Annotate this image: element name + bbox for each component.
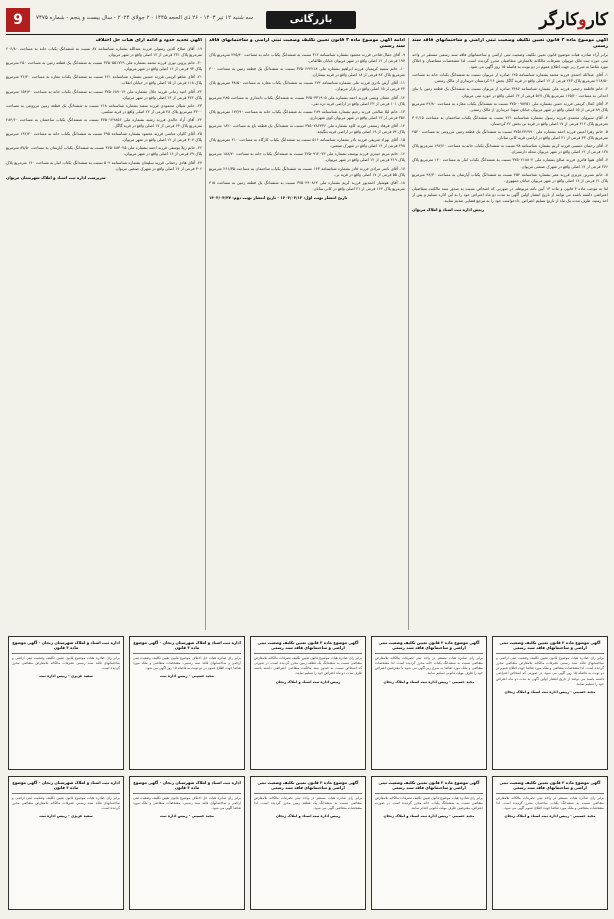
ad-signature: مجید حسینی - رییس اداره ثبت	[159, 674, 214, 679]
column-divider	[205, 38, 206, 630]
column-3-title: آگهی تحدید حدود و ادامه آرای هیات حل اختلاف	[95, 38, 202, 43]
paragraph: ۱۱- آقای آرش نادری فرزند علی بشماره شناسنامه ۶۷۲ نسبت به ششدانگ یکباب مغازه به مساحت ۳۸/۵۰ مترمربع پلاک ۴۴ فرعی از ۱۵ اصلی واقع در بازار مریوان.	[209, 80, 405, 92]
ad-title: آگهی موضوع ماده ۳ قانون تعیین تکلیف وضعیت ثبتی اراضی و ساختمانهای فاقد سند رسمی	[496, 640, 604, 654]
ad-signature: سعید عزیزی - رییس اداره ثبت	[39, 674, 93, 679]
paragraph: ۷- آقای هیوا قادری فرزند صالح بشماره ملی ۳۷۵۰۲۱۸۸۰۴ نسبت به ششدانگ یکباب انبار به مساحت ۱۲۰ مترمربع پلاک ۲۷۶ فرعی از ۱۴ اصلی واقع در شهرک صنعتی مریوان.	[412, 157, 608, 169]
ad-signature: مجید حسینی - رییس اداره ثبت اسناد و املاک زنجان	[383, 679, 475, 684]
column-2-title: ادامه آگهی موضوع ماده ۳ قانون تعیین تکلیف وضعیت ثبتی اراضی و ساختمانهای فاقد سند رسمی	[209, 38, 405, 49]
column-1-title: آگهی موضوع ماده ۳ قانون تعیین تکلیف وضعیت ثبتی اراضی و ساختمانهای فاقد سند رسمی	[412, 38, 608, 49]
ad-body: برابر رای صادره هیات مستقر در واحد ثبتی تصرفات مالکانه بلامعارض متقاضی نسبت به ششدانگ یکباب ساختمان محرز گردیده است. لذا مشخصات متقاضی و ملک مورد تقاضا جهت اطلاع عموم آگهی می شود.	[496, 795, 604, 811]
ad-signature: مجید حسینی - رییس اداره ثبت اسناد و املاک زنجان	[504, 690, 596, 695]
ad-box	[492, 776, 608, 910]
paragraph: ۱۰- خانم سمیه کریمیان فرزند ابراهیم بشماره ملی ۳۷۵۰۶۶۴۲۱۸ نسبت به ششدانگ یک قطعه زمین به مساحت ۳۰۰ مترمربع پلاک ۸۲ فرعی از ۱۸ اصلی واقع در قریه بیساران.	[209, 66, 405, 78]
section-title: بازرگانی	[266, 11, 356, 29]
paragraph: ۲۶- خانم ژیلا یوسفی فرزند احمد بشماره ملی ۳۷۵۰۸۸۳۰۲۵ نسبت به ششدانگ یکباب آپارتمان به مساحت ۸۷/۵۰ مترمربع پلاک ۷۹ فرعی از ۱۶ اصلی واقع در شهر مریوان.	[6, 145, 202, 157]
ad-body: برابر رای صادره هیات موضوع قانون تعیین تکلیف وضعیت ثبتی اراضی و ساختمانهای فاقد سند رسمی تصرفات مالکانه بلامعارض متقاضی محرز گردیده است.	[12, 795, 120, 811]
paragraph: ۳- آقای کمال کریمی فرزند حسن بشماره ملی ۳۷۵۰۰۹۸۴۵۱ نسبت به ششدانگ یکباب مغازه به مساحت ۴۲/۸۰ مترمربع پلاک ۸۹ فرعی از ۱۵ اصلی واقع در شهر مریوان خیابان شهدا خریداری از مالک رسمی.	[412, 100, 608, 112]
paragraph: ۱- آقای عبدالله احمدی فرزند محمد بشماره شناسنامه ۱۲۵ صادره از مریوان نسبت به ششدانگ یکباب خانه به مساحت ۲۱۸/۵۰ مترمربع پلاک ۲۴۳ فرعی از ۱۲ اصلی واقع در قریه گاگل بخش ۲۶ کردستان خریداری از مالک رسمی.	[412, 72, 608, 84]
ad-title: اداره ثبت اسناد و املاک شهرستان زنجان - آگهی موضوع ماده ۳ قانون	[12, 640, 120, 654]
issue-line: سه شنبه ۱۲ تیر ۱۴۰۳ - ۲۶ ذی الحجه ۱۴۴۵ - ۲ جولای ۲۰۲۴ - سال بیست و پنجم - شماره ۷۴۷۵	[36, 15, 254, 21]
ad-signature: رییس اداره ثبت اسناد و املاک زنجان	[275, 679, 341, 684]
ad-box	[371, 636, 487, 770]
paragraph: ۲۴- آقای آزاد خالدی فرزند رشید بشماره ملی ۳۷۵۰۱۲۹۸۵۶ نسبت به ششدانگ یکباب ساختمان به مساحت ۲۸۴/۶۰ مترمربع پلاک ۶۳ فرعی از ۱۷ اصلی واقع در قریه گاگل.	[6, 116, 202, 129]
paragraph: ۲- خانم فاطمه رحیمی فرزند علی بشماره شناسنامه ۳۴۸۷ صادره از مریوان نسبت به ششدانگ یک قطعه زمین با بنای احداثی به مساحت ۱۶۵/۲۰ مترمربع پلاک ۵۶۷ فرعی از ۱۳ اصلی واقع در حوزه ثبتی مریوان.	[412, 86, 608, 98]
ad-body: برابر رای صادره هیات حل اختلاف موضوع قانون تعیین تکلیف وضعیت ثبتی اراضی و ساختمانهای فاقد سند رسمی، مشخصات متقاضی و ملک مورد تقاضا جهت اطلاع عموم در دو نوبت به فاصله ۱۵ روز آگهی می شود.	[133, 655, 241, 671]
ad-title: اداره ثبت اسناد و املاک شهرستان زنجان - آگهی موضوع ماده ۳ قانون	[133, 640, 241, 654]
ad-box	[371, 776, 487, 910]
paragraph: ۲۷- آقای هادی رحمانی فرزند سلیمان بشماره شناسنامه ۵۰۲ نسبت به ششدانگ یکباب انبار به مساحت ۱۴۰ مترمربع پلاک ۳۰۶ فرعی از ۱۴ اصلی واقع در شهرک صنعتی مریوان.	[6, 159, 202, 171]
paragraph: ۲۱- آقای شاهو کریمی فرزند حسین بشماره شناسنامه ۴۲۱ نسبت به ششدانگ یکباب مغازه به مساحت ۳۶/۲۰ مترمربع پلاک ۱۱۸ فرعی از ۱۵ اصلی واقع در خیابان انقلاب.	[6, 74, 202, 86]
ad-title: آگهی موضوع ماده ۳ قانون تعیین تکلیف وضعیت ثبتی اراضی و ساختمانهای فاقد سند رسمی	[375, 640, 483, 654]
ad-signature: سعید عزیزی - رییس اداره ثبت	[39, 814, 93, 819]
ad-title: اداره ثبت اسناد و املاک شهرستان زنجان - آگهی موضوع ماده ۳ قانون	[133, 780, 241, 794]
ad-body: برابر رای صادره هیات حل اختلاف موضوع قانون تعیین تکلیف وضعیت ثبتی اراضی و ساختمانهای فاقد سند رسمی، مشخصات متقاضی و ملک مورد تقاضا آگهی می شود.	[133, 795, 241, 811]
ad-body: برابر رای صادره هیات موضوع قانون تعیین تکلیف وضعیت ثبتی اراضی و ساختمانهای فاقد سند رسمی تصرفات مالکانه بلامعارض متقاضی محرز گردیده است. لذا مشخصات متقاضی و ملک مورد تقاضا جهت اطلاع عموم در دو نوبت به فاصله ۱۵ روز آگهی می شود. در صورتی که اشخاص اعتراضی داشته باشند می توانند از تاریخ انتشار اولین آگهی به مدت دو ماه اعتراض خود را تسلیم نمایند.	[496, 655, 605, 686]
paragraph: ۹- آقای جمال فتاحی فرزند محمود بشماره شناسنامه ۳۱۲ نسبت به ششدانگ یکباب خانه به مساحت ۲۲۵/۴۰ مترمربع پلاک ۱۹۷ فرعی از ۱۲ اصلی واقع در شهر مریوان خیابان طالقانی.	[209, 52, 405, 64]
ad-body: برابر رای صادره هیات موضوع قانون تعیین تکلیف تصرفات مالکانه بلامعارض متقاضی نسبت به ششدانگ یک قطعه زمین محرز گردیده است. در صورتی که اشخاص نسبت به صدور سند مالکیت متقاضی اعتراضی داشته باشند ظرف مدت دو ماه اعتراض خود را تسلیم نمایند.	[254, 655, 362, 676]
ad-title: آگهی موضوع ماده ۳ قانون تعیین تکلیف وضعیت ثبتی اراضی و ساختمانهای فاقد سند رسمی	[496, 780, 604, 794]
ad-box	[250, 776, 366, 910]
paragraph: لذا به موجب ماده ۳ قانون و ماده ۱۳ آیین نامه مربوطه، در صورتی که اشخاص نسبت به صدور سند مالکیت متقاضیان اعتراضی داشته باشند می توانند از تاریخ انتشار اولین آگهی به مدت دو ماه اعتراض خود را به این اداره تسلیم و پس از اخذ رسید، ظرف مدت یک ماه از تاریخ تسلیم اعتراض، دادخواست خود را به مرجع قضایی تقدیم نمایند.	[412, 185, 608, 203]
ad-signature: مجید حسینی - رییس اداره ثبت	[159, 814, 214, 819]
ad-box	[492, 636, 608, 770]
column-divider	[408, 38, 409, 630]
paragraph: ۲۲- آقای امید زمانی فرزند جلال بشماره ملی ۳۷۵۰۶۸۹۰۱۴ نسبت به ششدانگ یکباب خانه به مساحت ۱۵۴/۴۰ مترمربع پلاک ۳۷۲ فرعی از ۱۳ اصلی واقع در شهر مریوان.	[6, 88, 202, 100]
ad-signature: مجید حسینی - رییس اداره ثبت اسناد و املاک زنجان	[383, 814, 475, 819]
paragraph: ۱۶- خانم مریم حیدری فرزند یوسف بشماره ملی ۳۷۵۰۹۱۲۰۷۳ نسبت به ششدانگ یکباب خانه به مساحت ۱۸۸/۷۰ مترمربع پلاک ۴۱۹ فرعی از ۱۲ اصلی واقع در شهر مریوان.	[209, 151, 405, 163]
ad-title: آگهی موضوع ماده ۳ قانون تعیین تکلیف وضعیت ثبتی اراضی و ساختمانهای فاقد سند رسمی	[375, 780, 483, 794]
paragraph: ۸- خانم نسرین عزیزی فرزند عمر بشماره شناسنامه ۴۵۲ نسبت به ششدانگ یکباب آپارتمان به مساحت ۹۴/۳۰ مترمربع پلاک ۶۱ فرعی از ۱۶ اصلی واقع در شهر مریوان خیابان جمهوری.	[412, 171, 608, 183]
ad-body: برابر رای صادره هیات مستقر در واحد ثبتی تصرفات مالکانه بلامعارض متقاضی نسبت به ششدانگ یک قطعه زمین محرز گردیده است. لذا مشخصات متقاضی آگهی می شود.	[254, 795, 362, 811]
ad-title: آگهی موضوع ماده ۳ قانون تعیین تکلیف وضعیت ثبتی اراضی و ساختمانهای فاقد سند رسمی	[254, 780, 362, 794]
paragraph: ۱۳- خانم لیلا صالحی فرزند رحیم بشماره شناسنامه ۲۸۹ نسبت به ششدانگ یکباب خانه به مساحت ۱۷۲/۹۰ مترمربع پلاک ۳۵۶ فرعی از ۱۳ اصلی واقع در شهر مریوان کوی شهرداری.	[209, 108, 405, 120]
paragraph: ۲۰- خانم پروین نوری فرزند محمد بشماره ملی ۳۷۵۰۵۵۱۷۲۹ نسبت به ششدانگ یک قطعه زمین به مساحت ۲۵۰ مترمربع پلاک ۹۳ فرعی از ۱۶ اصلی واقع در شهر مریوان.	[6, 60, 202, 72]
paragraph: ۱۴- آقای فرهاد رستمی فرزند کاوه بشماره ملی ۳۷۵۰۷۸۲۴۳۶ نسبت به ششدانگ یک قطعه باغ به مساحت ۱۸۲۰ مترمربع پلاک ۷۴ فرعی از ۱۹ اصلی واقع در اراضی قریه ینگیجه.	[209, 122, 405, 135]
paragraph: ۱۸- آقای هوشیار احمدپور فرزند کریم بشماره ملی ۳۷۵۰۴۴۰۸۶۲ نسبت به ششدانگ یک قطعه زمین به مساحت ۴۱۵ مترمربع پلاک ۱۶۴ فرعی از ۲۱ اصلی واقع در کانی سانان.	[209, 179, 405, 191]
logo-text-main: کار	[586, 10, 608, 30]
column-3	[6, 38, 202, 630]
paragraph: ۶- آقای رحمان حسینی فرزند کریم بشماره شناسنامه ۹۸ نسبت به ششدانگ یکباب خانه به مساحت ۱۹۷/۶۰ مترمربع پلاک ۱۲۸ فرعی از ۱۲ اصلی واقع در شهر مریوان محله دارسیران.	[412, 143, 608, 155]
masthead	[6, 8, 608, 35]
ad-signature: رییس اداره ثبت اسناد و املاک زنجان	[275, 814, 341, 819]
ad-box	[8, 636, 124, 770]
paragraph: ۲۵- آقای کاوان عباسی فرزند محمود بشماره شناسنامه ۳۹۵ نسبت به ششدانگ یکباب خانه به مساحت ۱۹۲/۲۰ مترمربع پلاک ۴۰۷ فرعی از ۱۲ اصلی واقع در شهر مریوان.	[6, 131, 202, 143]
paragraph: ۱۲- آقای عثمان ویسی فرزند احمد بشماره ملی ۳۷۵۰۳۳۱۹۰۵ نسبت به ششدانگ یکباب دامداری به مساحت ۴۸۵ مترمربع پلاک ۱۰۱ فرعی از ۲۳ اصلی واقع در اراضی قریه دره تفی.	[209, 94, 405, 106]
paragraph: برابر آراء صادره هیات موضوع قانون تعیین تکلیف وضعیت ثبتی اراضی و ساختمانهای فاقد سند رسمی مستقر در واحد ثبتی حوزه ثبت ملک مریوان تصرفات مالکانه بلامعارض متقاضیان محرز گردیده است. لذا مشخصات متقاضیان و املاک مورد تقاضا به شرح زیر جهت اطلاع عموم در دو نوبت به فاصله ۱۵ روز آگهی می شود.	[412, 52, 608, 70]
paragraph: ۴- آقای سیروان محمدی فرزند رسول بشماره شناسنامه ۷۲۱ نسبت به ششدانگ یکباب ساختمان به مساحت ۳۰۲/۱۵ مترمربع پلاک ۴۱۲ فرعی از ۱۷ اصلی واقع در قریه نی بخش ۲۶ کردستان.	[412, 114, 608, 126]
paragraph: ۱۷- آقای ناصر مرادی فرزند قادر بشماره شناسنامه ۱۴۳ نسبت به ششدانگ یکباب ساختمان به مساحت ۲۶۱/۳۵ مترمربع پلاک ۵۵ فرعی از ۱۷ اصلی واقع در قریه نی.	[209, 165, 405, 177]
article-columns	[6, 38, 608, 630]
classified-ads	[6, 636, 608, 912]
logo-text-end: کارگر	[539, 10, 579, 30]
ad-body: برابر رای صادره هیات موضوع قانون تعیین تکلیف وضعیت ثبتی اراضی و ساختمانهای فاقد سند رسمی تصرفات مالکانه بلامعارض متقاضی محرز گردیده است.	[12, 655, 120, 671]
ad-body: برابر رای صادره هیات مستقر در واحد ثبتی تصرفات مالکانه بلامعارض متقاضی نسبت به ششدانگ یکباب خانه محرز گردیده است. لذا مشخصات متقاضی و ملک مورد تقاضا به شرح زیر آگهی می شود تا معترضین اعتراض خود را ظرف مهلت قانونی تسلیم نمایند.	[375, 655, 483, 676]
ad-box	[129, 776, 245, 910]
paragraph: ۱۹- آقای صلاح الدین رسولی فرزند عبدالله بشماره شناسنامه ۸۷ نسبت به ششدانگ یکباب خانه به مساحت ۲۰۶/۸۰ مترمربع پلاک ۲۳۱ فرعی از ۱۲ اصلی واقع در شهر مریوان.	[6, 46, 202, 58]
page-number: 9	[6, 8, 30, 32]
paragraph: ۲۳- خانم شیلان محمودی فرزند سعید بشماره شناسنامه ۶۱۸ نسبت به ششدانگ یک قطعه زمین مزروعی به مساحت ۳۲۰۰ مترمربع پلاک ۲۸ فرعی از ۲۲ اصلی واقع در قریه سلسی.	[6, 102, 202, 114]
paragraph: ۵- خانم زهرا امینی فرزند احمد بشماره ملی ۳۷۵۱۲۴۶۷۹۰ نسبت به ششدانگ یک قطعه زمین مزروعی به مساحت ۲۵۴۰ مترمربع پلاک ۳۳ فرعی از ۲۱ اصلی واقع در اراضی قریه کانی سانان.	[412, 129, 608, 141]
column-1	[412, 38, 608, 630]
column-2	[209, 38, 405, 630]
ad-box	[250, 636, 366, 770]
ad-title: اداره ثبت اسناد و املاک شهرستان زنجان - آگهی موضوع ماده ۳ قانون	[12, 780, 120, 794]
newspaper-logo	[532, 8, 608, 32]
ad-title: آگهی موضوع ماده ۳ قانون تعیین تکلیف وضعیت ثبتی اراضی و ساختمانهای فاقد سند رسمی	[254, 640, 362, 654]
column-3-signature: سرپرست اداره ثبت اسناد و املاک شهرستان مریوان	[6, 174, 106, 180]
ad-box	[129, 636, 245, 770]
ad-signature: مجید حسینی - رییس اداره ثبت اسناد و املاک زنجان	[504, 814, 596, 819]
ad-box	[8, 776, 124, 910]
ad-body: برابر رای صادره هیات موضوع قانون تعیین تکلیف تصرفات مالکانه بلامعارض متقاضی نسبت به ششدانگ یکباب خانه محرز گردیده است. در صورت اعتراض، معترضین ظرف مهلت قانونی اقدام نمایند.	[375, 795, 483, 811]
logo-text-accent: و	[578, 10, 587, 30]
column-1-signature: رییس اداره ثبت اسناد و املاک مریوان	[412, 207, 484, 213]
paragraph: ۱۵- آقای بهزاد شریفی فرزند نادر بشماره شناسنامه ۵۱۶ نسبت به ششدانگ یکباب کارگاه به مساحت ۲۱۰ مترمربع پلاک ۲۹۸ فرعی از ۱۴ اصلی واقع در شهرک صنعتی.	[209, 137, 405, 149]
column-2-signature: تاریخ انتشار نوبت اول: ۱۴۰۳/۰۴/۱۲ - تاریخ انتشار نوبت دوم: ۱۴۰۳/۰۴/۲۷	[209, 194, 348, 200]
